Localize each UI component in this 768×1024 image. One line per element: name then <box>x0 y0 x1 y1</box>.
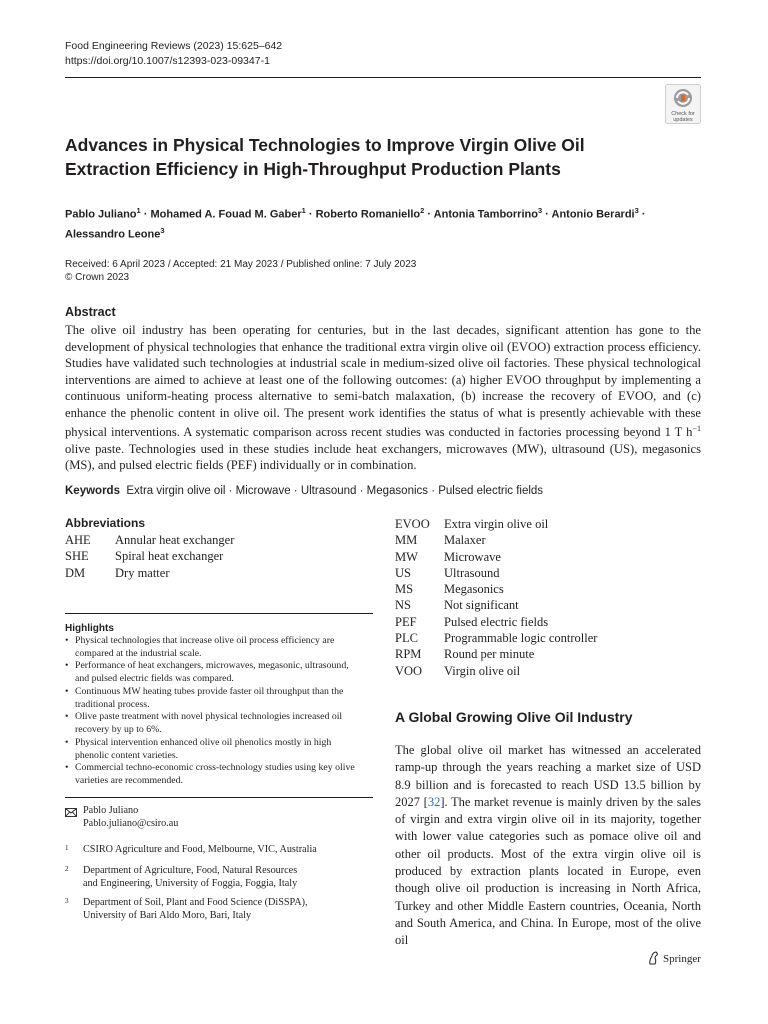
abbr-code: PLC <box>395 631 418 646</box>
affiliation-number: 1 <box>65 844 69 852</box>
springer-horse-icon <box>647 951 661 967</box>
abbr-code: MS <box>395 582 414 597</box>
affiliation-line: and Engineering, University of Foggia, Foggia, Italy <box>83 878 298 889</box>
abbr-desc: Ultrasound <box>444 565 500 580</box>
corresponding-author: Pablo Juliano <box>83 805 139 816</box>
highlight-item: • Continuous MW heating tubes provide faster oil throughput than the traditional process. <box>65 686 365 711</box>
abbr-code: PEF <box>395 614 417 629</box>
keywords-list: Extra virgin olive oil · Microwave · Ultrasound · Megasonics · Pulsed electric fields <box>126 485 544 497</box>
section-body <box>395 742 701 950</box>
highlight-item: • Physical technologies that increase olive oil process efficiency are compared at the industrial scale. <box>65 635 365 660</box>
abbr-desc: Spiral heat exchanger <box>115 549 224 564</box>
highlight-item: • Physical intervention enhanced olive oil phenolics mostly in high phenolic content varieties. <box>65 737 365 762</box>
abbreviation-row <box>65 548 365 564</box>
abbreviation-row <box>65 565 365 581</box>
abbr-code: MW <box>395 549 418 564</box>
abbr-desc: Round per minute <box>444 647 535 662</box>
citation-link[interactable]: 32 <box>427 794 441 809</box>
abbreviation-row <box>395 663 701 679</box>
author-name[interactable]: Antonia Tamborrino <box>433 208 538 221</box>
envelope-glyph <box>65 808 77 818</box>
highlights-top-rule <box>65 613 373 614</box>
abbreviation-row <box>395 597 701 613</box>
author-aff: 1 <box>136 206 141 215</box>
copyright: © Crown 2023 <box>65 272 130 283</box>
affiliation-line: CSIRO Agriculture and Food, Melbourne, VIC, Australia <box>83 844 317 855</box>
abbreviations-heading: Abbreviations <box>65 516 146 530</box>
abbreviation-row <box>395 532 701 548</box>
author-name[interactable]: Mohamed A. Fouad M. Gaber <box>150 208 302 221</box>
publication-dates: Received: 6 April 2023 / Accepted: 21 May 2023 / Published online: 7 July 2023 <box>65 259 417 270</box>
abbr-code: AHE <box>65 533 91 547</box>
abbr-desc: Virgin olive oil <box>444 663 521 678</box>
envelope-icon <box>65 805 79 817</box>
author-name[interactable]: Alessandro Leone <box>65 228 161 241</box>
highlights-list <box>65 635 365 788</box>
abbr-desc: Megasonics <box>444 582 504 597</box>
abbr-desc: Dry matter <box>115 565 170 580</box>
affiliation-line: Department of Soil, Plant and Food Science (DiSSPA), <box>83 897 308 908</box>
abbreviation-row <box>395 516 701 532</box>
abbreviation-row <box>395 646 701 662</box>
highlights-heading: Highlights <box>65 623 114 634</box>
abstract-exponent: −1 <box>692 424 701 433</box>
abbreviations-right <box>395 516 701 679</box>
publisher-name: Springer <box>663 953 701 965</box>
journal-citation: Food Engineering Reviews (2023) 15:625–642 <box>65 40 283 52</box>
affiliation-1 <box>65 843 375 856</box>
abbr-code: EVOO <box>395 517 430 531</box>
paper-title <box>65 133 665 181</box>
author-name[interactable]: Roberto Romaniello <box>315 208 421 221</box>
abstract-text-main: The olive oil industry has been operating for centuries, but in the last decades, significant attention has gone to the development of physical technologies that enhance the traditional extra virgin olive oil (EVOO) extraction process efficiency. Studies have validated such technologies at industrial scale in medium-sized olive oil factories. These physical technological interventions are aimed to achieve at least one of the following outcomes: (a) higher EVOO throughput by implementing a continuous uniform-heating process alternative to semi-batch malaxation, (b) increase the recovery of EVOO, and (c) enhance the phenolic content in olive oil. The present work identifies the status of what is presently achievable with these physical interventions. A systematic comparison across recent studies was conducted in factories processing beyond 1 T h <box>65 323 701 440</box>
doi-link[interactable]: https://doi.org/10.1007/s12393-023-09347-1 <box>65 55 270 67</box>
highlight-item: • Olive paste treatment with novel physical technologies increased oil recovery by up to 6%. <box>65 711 365 736</box>
section-heading: A Global Growing Olive Oil Industry <box>395 709 633 725</box>
affiliation-line: University of Bari Aldo Moro, Bari, Italy <box>83 910 252 921</box>
badge-line1: Check for <box>671 111 695 117</box>
author-aff: 3 <box>160 225 165 235</box>
abbr-desc: Pulsed electric fields <box>444 614 549 629</box>
title-line-2: Extraction Efficiency in High-Throughput Production Plants <box>65 159 561 179</box>
author-aff: 3 <box>537 206 543 215</box>
abbreviation-row <box>395 614 701 630</box>
abbr-desc: Programmable logic controller <box>444 631 598 646</box>
abstract-heading: Abstract <box>65 305 116 319</box>
affiliation-3 <box>65 896 375 922</box>
highlights-bottom-rule <box>65 797 373 798</box>
affiliation-2 <box>65 864 375 890</box>
abbr-desc: Extra virgin olive oil <box>444 517 549 531</box>
abstract-text-tail: olive paste. Technologies used in these studies include heat exchangers, microwaves (MW), ultrasound (US), megasonics (MS), and pulsed electric fields (PEF) individually or in combination. <box>65 441 701 473</box>
check-for-updates-badge[interactable] <box>665 84 701 124</box>
abbr-code: RPM <box>395 647 422 662</box>
abbreviation-row <box>395 630 701 646</box>
abbreviations-left <box>65 532 365 581</box>
highlight-item: • Commercial techno-economic cross-technology studies using key olive varieties are recommended. <box>65 762 365 787</box>
author-aff: 1 <box>301 206 306 215</box>
title-line-1: Advances in Physical Technologies to Improve Virgin Olive Oil <box>65 135 585 155</box>
abbr-code: VOO <box>395 663 423 678</box>
abbr-desc: Annular heat exchanger <box>115 533 235 547</box>
author-aff: 2 <box>420 206 425 215</box>
affiliation-number: 2 <box>65 865 69 873</box>
abbr-code: DM <box>65 565 86 580</box>
springer-logo-glyph <box>647 951 659 965</box>
affiliation-line: Department of Agriculture, Food, Natural Resources <box>83 865 298 876</box>
section-text: The global olive oil market has witnessed an accelerated ramp-up through the years reaching a market size of USD 8.9 billion and is forecasted to reach USD 13.5 billion by 2027 [ <box>395 743 701 809</box>
author-name[interactable]: Antonio Berardi <box>551 208 635 221</box>
abbr-desc: Malaxer <box>444 533 486 548</box>
abbr-code: SHE <box>65 549 89 564</box>
keywords <box>65 485 543 497</box>
author-aff: 3 <box>634 206 639 215</box>
author-name[interactable]: Pablo Juliano <box>65 208 137 221</box>
corresponding-email[interactable]: Pablo.juliano@csiro.au <box>83 818 179 829</box>
abstract-text <box>65 322 701 474</box>
affiliation-number: 3 <box>65 897 69 905</box>
abbreviation-row <box>65 532 365 548</box>
abbr-code: US <box>395 565 411 580</box>
keywords-label: Keywords <box>65 485 120 497</box>
section-text-continued: ]. The market revenue is mainly driven by the sales of virgin and extra virgin olive oil in its majority, together with lower value categories such as pomace olive oil and other oil products. Most of the extra virgin olive oil is produced by extraction plants located in Europe, even though olive oil production is increasing in North Africa, Turkey and other Middle Eastern countries, Oceania, North and South America, and China. In Europe, most of the olive oil <box>395 794 701 948</box>
abbr-code: NS <box>395 598 411 613</box>
abbreviation-row <box>395 549 701 565</box>
abbreviation-row <box>395 565 701 581</box>
header-rule <box>65 77 701 78</box>
abbr-desc: Not significant <box>444 598 519 613</box>
highlight-item: • Performance of heat exchangers, microwaves, megasonic, ultrasound, and pulsed electric fields was compared. <box>65 660 365 685</box>
badge-line2: updates <box>673 117 693 123</box>
author-list: Pablo Juliano$^1$ · Mohamed A. Fouad M. Gaber$^1$ · Roberto Romaniello$^2$ · Antonia Tamborrino$^3$ · Antonio Berardi$^3$ · Alessandro Leone$^3$ <box>65 206 646 241</box>
abbr-desc: Microwave <box>444 549 501 564</box>
abbreviation-row <box>395 581 701 597</box>
abbr-code: MM <box>395 533 418 548</box>
